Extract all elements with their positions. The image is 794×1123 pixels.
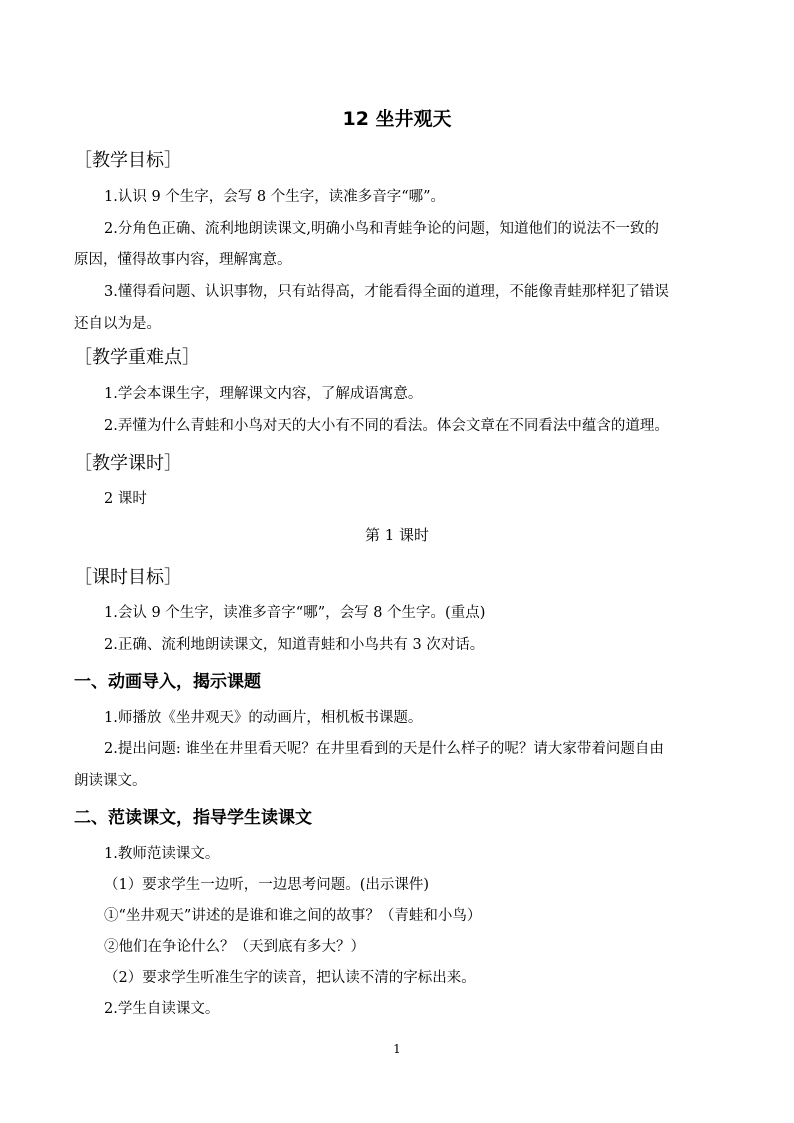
section1-line: 2.提出问题: 谁坐在井里看天呢？在井里看到的天是什么样子的呢？请大家带着问题自由 [104, 741, 664, 757]
hours-heading: ［教学课时］ [74, 453, 182, 474]
goal-line: 1.认识 9 个生字，会写 8 个生字，读准多音字“哪”。 [104, 189, 446, 205]
section2-line: 2.学生自读课文。 [104, 1001, 220, 1017]
lesson-goal-line: 2.正确、流利地朗读课文，知道青蛙和小鸟共有 3 次对话。 [104, 637, 485, 653]
keypoint-line: 1.学会本课生字，理解课文内容，了解成语寓意。 [104, 386, 423, 402]
keypoint-line: 2.弄懂为什么青蛙和小鸟对天的大小有不同的看法。体会文章在不同看法中蕴含的道理。 [104, 418, 669, 434]
section1-line: 1.师播放《坐井观天》的动画片，相机板书课题。 [104, 710, 423, 726]
goal-line: 3.懂得看问题、认识事物，只有站得高，才能看得全面的道理，不能像青蛙那样犯了错误 [104, 284, 669, 300]
section2-line: ①“坐井观天”讲述的是谁和谁之间的故事？（青蛙和小鸟） [104, 908, 482, 924]
section2-heading: 二、范读课文，指导学生读课文 [74, 808, 312, 828]
lesson1-title: 第 1 课时 [364, 526, 430, 544]
section1-heading: 一、动画导入，揭示课题 [74, 672, 261, 692]
section2-line: 1.教师范读课文。 [104, 846, 220, 862]
hours-text: 2 课时 [104, 491, 147, 507]
page-number: 1 [393, 1042, 401, 1056]
goal-line: 原因，懂得故事内容，理解寓意。 [74, 252, 292, 268]
lesson-title: 12 坐井观天 [342, 108, 452, 130]
section2-line: （1）要求学生一边听，一边思考问题。(出示课件) [104, 877, 430, 893]
keypoints-heading: ［教学重难点］ [74, 347, 200, 368]
section1-line: 朗读课文。 [74, 773, 147, 789]
section2-line: （2）要求学生听准生字的读音，把认读不清的字标出来。 [104, 970, 476, 986]
lesson-goal-line: 1.会认 9 个生字，读准多音字“哪”，会写 8 个生字。(重点) [104, 605, 486, 621]
lesson-goals-heading: ［课时目标］ [74, 567, 182, 588]
section2-line: ②他们在争论什么？（天到底有多大？） [104, 939, 365, 955]
goals-heading: ［教学目标］ [74, 150, 182, 171]
goal-line: 还自以为是。 [74, 316, 161, 332]
goal-line: 2.分角色正确、流利地朗读课文,明确小鸟和青蛙争论的问题，知道他们的说法不一致的 [104, 221, 659, 237]
